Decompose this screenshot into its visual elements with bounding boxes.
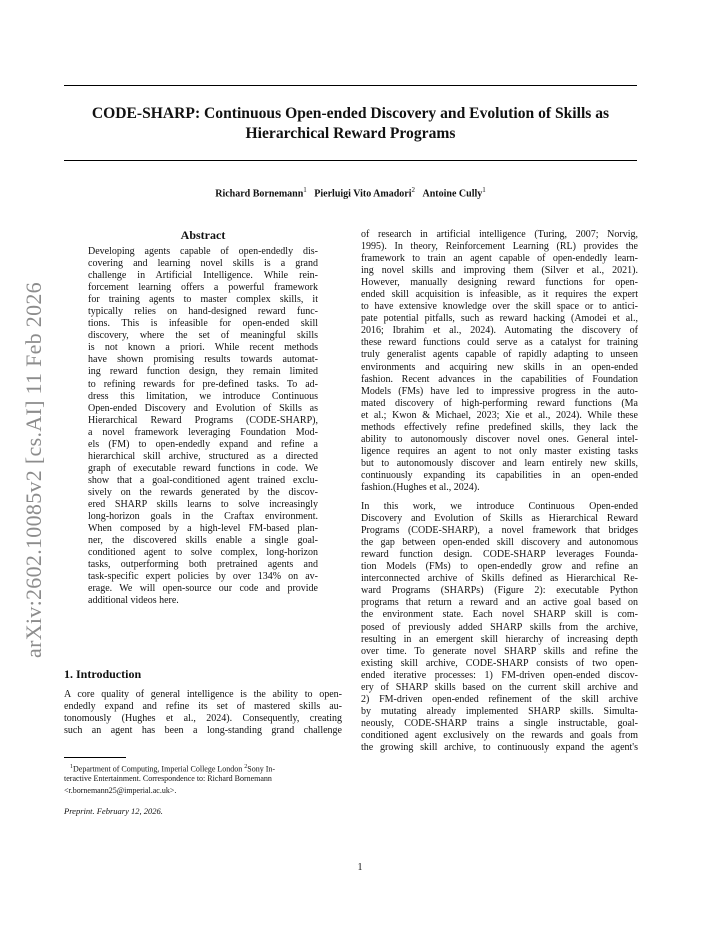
body-line: mated discovery of high-performing reward functions (Ma xyxy=(361,397,638,409)
body-line: programs that return a reward and an active goal based on xyxy=(361,597,638,609)
abstract-line: dress this limitation, we introduce Continuous xyxy=(88,390,318,402)
body-line: fashion. Recent advances in the capabilities of Foundation xyxy=(361,373,638,385)
author-name: Richard Bornemann xyxy=(215,188,304,200)
body-line: Models (FMs) have led to impressive progress in the auto- xyxy=(361,385,638,397)
paper-title xyxy=(64,104,637,144)
body-line: existing skill archive, CODE-SHARP consists of two open- xyxy=(361,657,638,669)
abstract-line: covering and learning novel skills is a grand xyxy=(88,258,318,270)
body-line: pate potential pitfalls, such as reward hacking (Amodei et al., xyxy=(361,313,638,325)
abstract-line: Hierarchical Reward Programs (CODE-SHARP), xyxy=(88,414,318,426)
introduction-body xyxy=(64,689,342,737)
abstract-line: discovery, where the set of meaningful skills xyxy=(88,330,318,342)
abstract-heading: Abstract xyxy=(180,228,226,242)
abstract-line: graph of executable reward functions in code. We xyxy=(88,462,318,474)
body-line: Programs (CODE-SHARP), a novel framework that bridges xyxy=(361,525,638,537)
intro-line: such an agent has been a long-standing grand challenge xyxy=(64,725,342,737)
abstract-line: els (FM) to open-endedly expand and refine a xyxy=(88,438,318,450)
body-line: by mutating already implemented SHARP skills. Simulta- xyxy=(361,705,638,717)
footnote xyxy=(64,762,342,798)
body-line: interconnected archive of Skills defined as Hierarchical Re- xyxy=(361,573,638,585)
body-line: In this work, we introduce Continuous Open-ended xyxy=(361,501,638,513)
abstract-line: long-horizon goals in the Craftax environment. xyxy=(88,511,318,523)
body-line: posed of previously added SHARP skills from the archive, xyxy=(361,621,638,633)
body-line: However, manually designing reward functions for open- xyxy=(361,277,638,289)
body-line: 2016; Ibrahim et al., 2024). Automating the discovery of xyxy=(361,325,638,337)
paragraph-research-background xyxy=(361,229,638,494)
body-line: resulting in an emergent skill hierarchy of increasing depth xyxy=(361,633,638,645)
abstract-line: typically relies on hand-designed reward func- xyxy=(88,306,318,318)
abstract-line: ner, the discovered skills enable a single goal- xyxy=(88,535,318,547)
right-column xyxy=(361,229,638,754)
body-line: conditioned agent exclusively on the rewards and goals from xyxy=(361,729,638,741)
abstract-line: ered SHARP skills learns to solve increasingly xyxy=(88,498,318,510)
abstract-line: ing reward function design, they remain limited xyxy=(88,366,318,378)
body-line: the growing skill archive, to continuously expand the agent's xyxy=(361,741,638,753)
abstract-line: a novel framework leveraging Foundation Mod- xyxy=(88,426,318,438)
body-line: ing novel skills and improving them (Silver et al., 2021). xyxy=(361,265,638,277)
abstract-line: conditioned agent to solve complex, long-horizon xyxy=(88,547,318,559)
author-name: Antoine Cully xyxy=(422,188,483,200)
body-line: but to autonomously discover and learn entirely new skills, xyxy=(361,457,638,469)
footnote-line: $^1$Department of Computing, Imperial College London $^2$Sony In- xyxy=(70,764,276,774)
body-line: to have extensive knowledge over the skill space or to antici- xyxy=(361,301,638,313)
body-line: methods effectively refine predefined skills, they lack the xyxy=(361,421,638,433)
body-line: ligence requires an agent to not only master existing tasks xyxy=(361,445,638,457)
body-line: 2) FM-driven open-ended refinement of the skill archive xyxy=(361,693,638,705)
author-affil: 1 xyxy=(303,186,307,194)
abstract-line: Open-ended Discovery and Evolution of Skills as xyxy=(88,402,318,414)
abstract-line: forcement learning offers a powerful framework xyxy=(88,282,318,294)
abstract-line: show that a goal-conditioned agent trained exclu- xyxy=(88,474,318,486)
abstract-line: When composed by a high-level FM-based plan- xyxy=(88,523,318,535)
body-line: reward function design. CODE-SHARP leverages Founda- xyxy=(361,549,638,561)
intro-line: endedly expand and refine its set of mastered skills au- xyxy=(64,701,342,713)
abstract-line: challenge in Artificial Intelligence. While rein- xyxy=(88,270,318,282)
intro-line: A core quality of general intelligence is the ability to open- xyxy=(64,689,342,700)
title-line-1: CODE-SHARP: Continuous Open-ended Discovery and Evolution of Skills as xyxy=(91,105,610,122)
author-list xyxy=(64,186,637,199)
abstract-line: Developing agents capable of open-endedly dis- xyxy=(88,246,318,257)
page-number: 1 xyxy=(357,862,363,873)
arxiv-watermark xyxy=(14,265,54,675)
title-line-2: Hierarchical Reward Programs xyxy=(245,125,456,142)
body-line: ability to autonomously discover novel ones. General intel- xyxy=(361,433,638,445)
abstract-line: additional videos here. xyxy=(88,595,179,607)
body-line: neously, CODE-SHARP trains a single instructable, goal- xyxy=(361,717,638,729)
arxiv-id: arXiv:2602.10085v2 [cs.AI] 11 Feb 2026 xyxy=(21,282,46,658)
abstract-line: erage. We will open-source our code and provide xyxy=(88,583,318,595)
abstract-line: for training agents to master complex skills, it xyxy=(88,294,318,306)
footnote-line: teractive Entertainment. Correspondence to: Richard Bornemann xyxy=(64,774,272,784)
body-line: ended skill acquisition is infeasible, as it requires the expert xyxy=(361,289,638,301)
abstract-line: sively on the rewards generated by the discov- xyxy=(88,486,318,498)
author-affil: 2 xyxy=(411,186,416,194)
abstract-line: have shown promising results towards automat- xyxy=(88,354,318,366)
body-line: these reward functions could serve as a catalyst for training xyxy=(361,337,638,349)
body-line: 1995). In theory, Reinforcement Learning (RL) provides the xyxy=(361,241,638,253)
abstract-line: hierarchical skill archive, structured as a directed xyxy=(88,450,318,462)
body-line: the environment state. Each novel SHARP skill is com- xyxy=(361,609,638,621)
abstract-line: task-specific expert policies by over 134% on av- xyxy=(88,571,318,583)
abstract-line: to refining rewards for pre-defined tasks. To ad- xyxy=(88,378,318,390)
body-line: the gap between open-ended skill discovery and autonomous xyxy=(361,537,638,549)
paragraph-this-work xyxy=(361,501,638,754)
body-line: ended iterative processes: 1) FM-driven open-ended discov- xyxy=(361,669,638,681)
footnote-line: <r.bornemann25@imperial.ac.uk>. xyxy=(64,786,177,796)
body-line: ward Programs (SHARPs) (Figure 2): executable Python xyxy=(361,585,638,597)
author-name: Pierluigi Vito Amadori xyxy=(314,188,412,200)
top-rule xyxy=(64,85,637,86)
bottom-title-rule xyxy=(64,160,637,161)
preprint-note: Preprint. February 12, 2026. xyxy=(64,806,163,816)
body-line: et al.; Kwon & Michael, 2023; Xie et al., 2024). While these xyxy=(361,409,638,421)
section-heading-introduction: 1. Introduction xyxy=(64,667,142,681)
body-line: of research in artificial intelligence (Turing, 2007; Norvig, xyxy=(361,229,638,240)
left-column xyxy=(64,228,342,607)
abstract-line: is not known a priori. While recent methods xyxy=(88,342,318,354)
body-line: continuously expanding its capabilities in an open-ended xyxy=(361,469,638,481)
body-line: ery of SHARP skills based on the current skill archive and xyxy=(361,681,638,693)
abstract-line: tasks, outperforming both pretrained agents and xyxy=(88,559,318,571)
body-line: fashion.(Hughes et al., 2024). xyxy=(361,481,480,493)
body-line: Discovery and Evolution of Skills as Hierarchical Reward xyxy=(361,513,638,525)
author-affil: 1 xyxy=(482,186,486,194)
footnote-rule xyxy=(64,757,126,758)
intro-line: tonomously (Hughes et al., 2024). Consequently, creating xyxy=(64,713,342,725)
abstract-line: tions. This is infeasible for open-ended skill xyxy=(88,318,318,330)
body-line: tion Models (FMs) to open-endedly grow and refine an xyxy=(361,561,638,573)
body-line: truly generalist agents capable of rapidly adapting to unseen xyxy=(361,349,638,361)
body-line: framework to train an agent capable of open-endedly learn- xyxy=(361,253,638,265)
abstract-body xyxy=(88,246,318,607)
body-line: over time. To generate novel SHARP skills and refine the xyxy=(361,645,638,657)
body-line: environments and acquiring new skills in an open-ended xyxy=(361,361,638,373)
